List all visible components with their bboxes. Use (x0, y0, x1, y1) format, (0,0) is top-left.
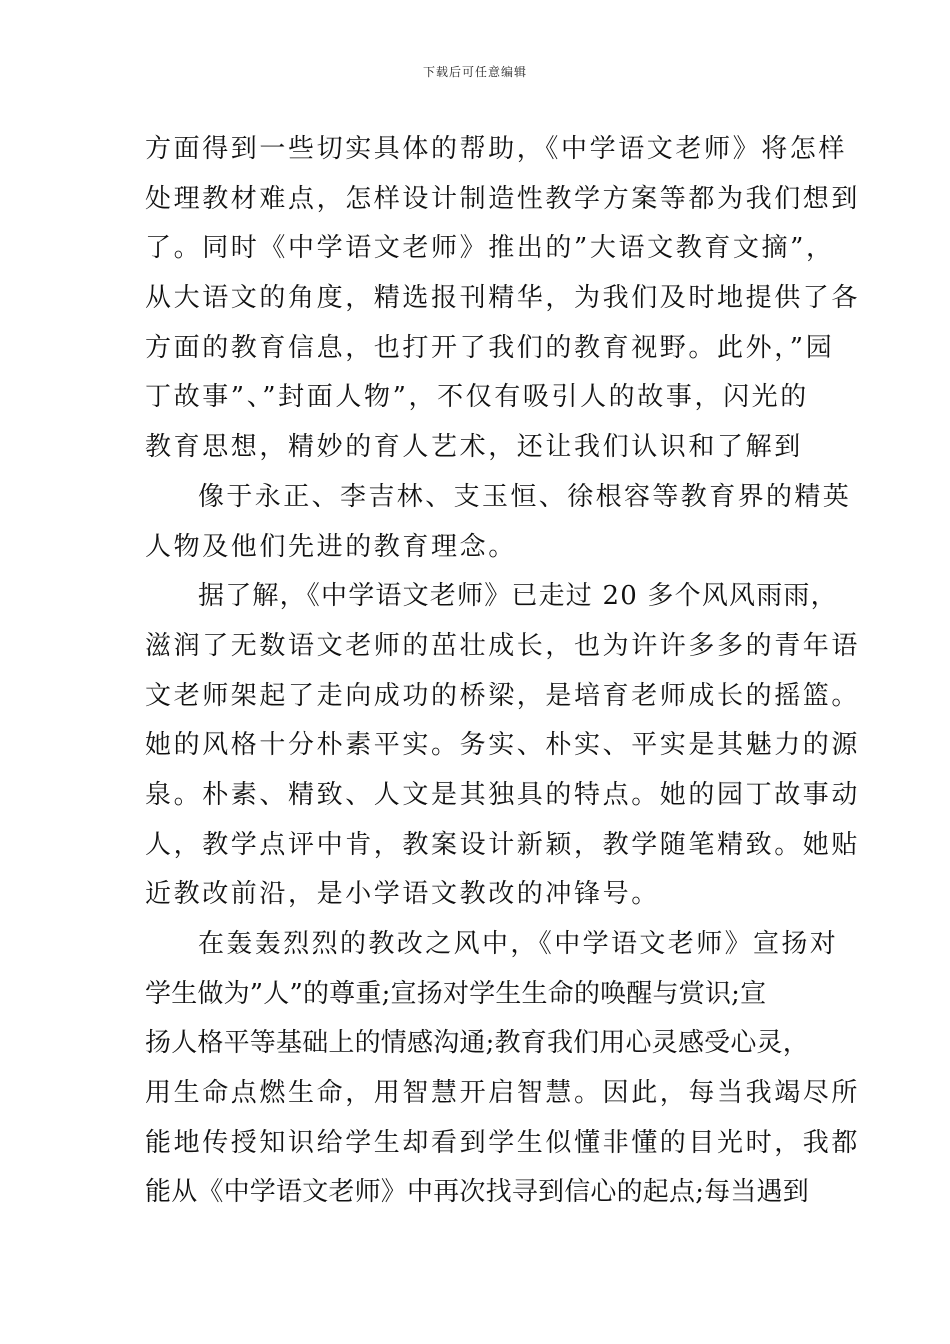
text-line: 教育思想，精妙的育人艺术，还让我们认识和了解到 (145, 432, 803, 463)
text-line: 学生做为”人”的尊重;宣扬对学生生命的唤醒与赏识;宣 (145, 978, 767, 1009)
paragraph-start-line: 在轰轰烈烈的教改之风中，《中学语文老师》宣扬对 (198, 929, 839, 959)
text-line: 泉。朴素、精致、人文是其独具的特点。她的园丁故事动 (145, 779, 861, 810)
text-line: 扬人格平等基础上的情感沟通;教育我们用心灵感受心灵， (145, 1028, 809, 1059)
paragraph-start-line: 据了解，《中学语文老师》已走过 20 多个风风雨雨， (198, 581, 838, 612)
page-header: 下载后可任意编辑 (422, 65, 527, 79)
text-line: 从大语文的角度，精选报刊精华，为我们及时地提供了各 (145, 283, 861, 314)
text-line: 方面的教育信息，也打开了我们的教育视野。此外，”园 (145, 332, 835, 363)
text-line: 方面得到一些切实具体的帮助，《中学语文老师》将怎样 (145, 134, 848, 164)
text-line: 处理教材难点，怎样设计制造性教学方案等都为我们想到 (145, 183, 861, 214)
text-line: 了。同时《中学语文老师》推出的”大语文教育文摘”， (145, 233, 835, 264)
text-line: 能从《中学语文老师》中再次找寻到信心的起点;每当遇到 (145, 1177, 809, 1208)
text-line: 人，教学点评中肯，教案设计新颖，教学随笔精致。她贴 (145, 829, 861, 860)
text-line: 用生命点燃生命，用智慧开启智慧。因此，每当我竭尽所 (145, 1078, 861, 1109)
text-line: 文老师架起了走向成功的桥梁，是培育老师成长的摇篮。 (145, 680, 861, 711)
text-line: 近教改前沿，是小学语文教改的冲锋号。 (145, 879, 660, 910)
text-line: 她的风格十分朴素平实。务实、朴实、平实是其魅力的源 (145, 730, 861, 761)
text-line: 人物及他们先进的教育理念。 (145, 531, 517, 562)
text-line: 丁故事”、”封面人物”，不仅有吸引人的故事，闪光的 (145, 382, 809, 413)
text-line: 能地传授知识给学生却看到学生似懂非懂的目光时，我都 (145, 1127, 861, 1158)
text-line: 滋润了无数语文老师的茁壮成长，也为许许多多的青年语 (145, 630, 861, 661)
paragraph-start-line: 像于永正、李吉林、支玉恒、徐根容等教育界的精英 (198, 481, 852, 512)
document-body (145, 125, 861, 1218)
